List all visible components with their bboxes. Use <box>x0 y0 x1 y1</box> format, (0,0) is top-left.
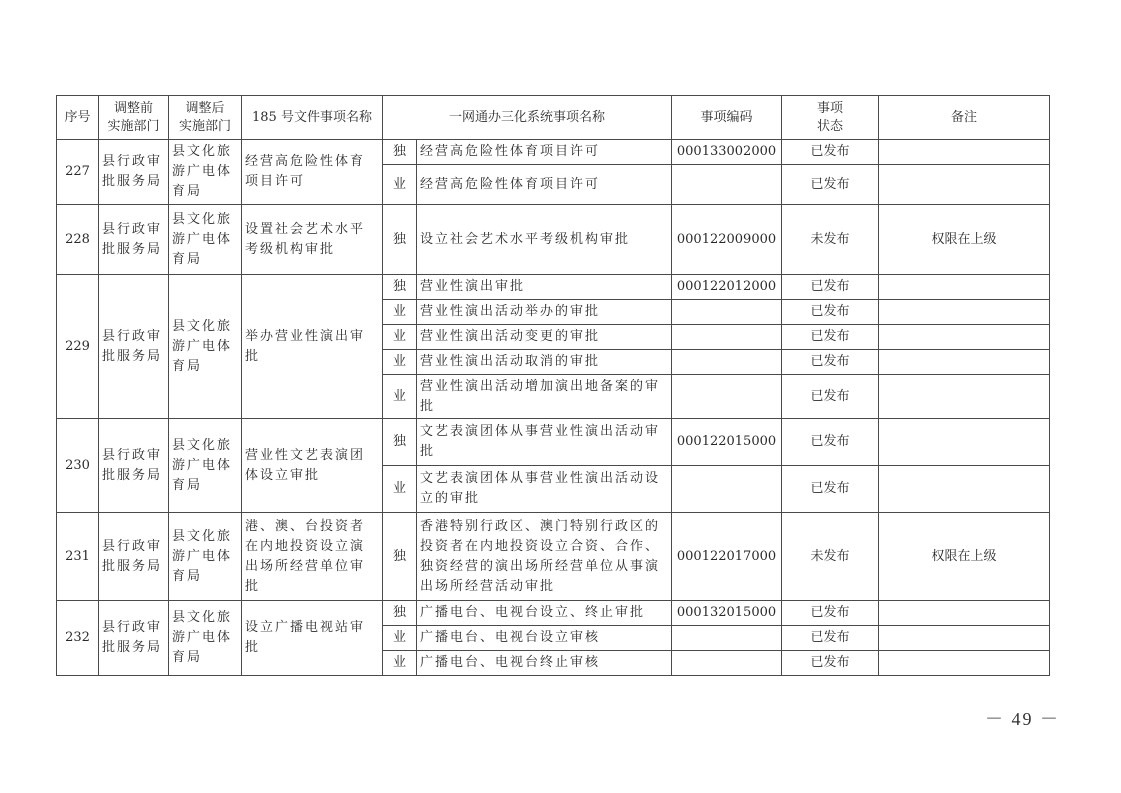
system-name-cell: 营业性演出活动增加演出地备案的审批 <box>417 375 672 419</box>
table-row <box>57 419 1050 466</box>
system-name-cell: 营业性演出活动举办的审批 <box>417 300 672 325</box>
doc185-name-cell: 设置社会艺术水平考级机构审批 <box>242 205 383 275</box>
header-before-dept: 调整前 实施部门 <box>99 96 169 140</box>
system-name-cell: 经营高危险性体育项目许可 <box>417 165 672 205</box>
status-cell: 已发布 <box>782 419 879 466</box>
type-cell: 业 <box>383 350 417 375</box>
header-seq: 序号 <box>57 96 99 140</box>
system-name-cell: 经营高危险性体育项目许可 <box>417 140 672 165</box>
status-cell: 已发布 <box>782 601 879 626</box>
system-name-cell: 营业性演出活动取消的审批 <box>417 350 672 375</box>
header-status: 事项 状态 <box>782 96 879 140</box>
seq-cell: 230 <box>57 419 99 513</box>
after-dept-cell: 县文化旅游广电体育局 <box>169 419 242 513</box>
table-row <box>57 140 1050 165</box>
type-cell: 独 <box>383 275 417 300</box>
header-after-dept: 调整后 实施部门 <box>169 96 242 140</box>
code-cell: 000122017000 <box>672 513 782 601</box>
code-cell <box>672 300 782 325</box>
status-cell: 已发布 <box>782 140 879 165</box>
before-dept-cell: 县行政审批服务局 <box>99 419 169 513</box>
table-row <box>57 205 1050 275</box>
system-name-cell: 文艺表演团体从事营业性演出活动设立的审批 <box>417 466 672 513</box>
type-cell: 业 <box>383 466 417 513</box>
status-cell: 已发布 <box>782 350 879 375</box>
after-dept-cell: 县文化旅游广电体育局 <box>169 275 242 419</box>
seq-cell: 231 <box>57 513 99 601</box>
header-code: 事项编码 <box>672 96 782 140</box>
doc185-name-cell: 设立广播电视站审批 <box>242 601 383 676</box>
after-dept-cell: 县文化旅游广电体育局 <box>169 205 242 275</box>
remark-cell <box>879 300 1050 325</box>
status-cell: 已发布 <box>782 275 879 300</box>
system-name-cell: 文艺表演团体从事营业性演出活动审批 <box>417 419 672 466</box>
type-cell: 独 <box>383 601 417 626</box>
code-cell: 000133002000 <box>672 140 782 165</box>
type-cell: 独 <box>383 419 417 466</box>
code-cell: 000122012000 <box>672 275 782 300</box>
code-cell <box>672 466 782 513</box>
remark-cell <box>879 419 1050 466</box>
table-row <box>57 513 1050 601</box>
system-name-cell: 营业性演出活动变更的审批 <box>417 325 672 350</box>
status-cell: 已发布 <box>782 300 879 325</box>
before-dept-cell: 县行政审批服务局 <box>99 601 169 676</box>
type-cell: 业 <box>383 626 417 651</box>
type-cell: 业 <box>383 375 417 419</box>
code-cell <box>672 165 782 205</box>
status-cell: 已发布 <box>782 375 879 419</box>
seq-cell: 228 <box>57 205 99 275</box>
table-row <box>57 275 1050 300</box>
code-cell <box>672 350 782 375</box>
status-cell: 已发布 <box>782 651 879 676</box>
header-system-name: 一网通办三化系统事项名称 <box>383 96 672 140</box>
code-cell <box>672 626 782 651</box>
header-remark: 备注 <box>879 96 1050 140</box>
type-cell: 业 <box>383 651 417 676</box>
before-dept-cell: 县行政审批服务局 <box>99 513 169 601</box>
status-cell: 已发布 <box>782 466 879 513</box>
remark-cell <box>879 626 1050 651</box>
remark-cell <box>879 350 1050 375</box>
remark-cell <box>879 275 1050 300</box>
remark-cell <box>879 165 1050 205</box>
status-cell: 已发布 <box>782 325 879 350</box>
remark-cell <box>879 466 1050 513</box>
code-cell: 000132015000 <box>672 601 782 626</box>
type-cell: 业 <box>383 325 417 350</box>
seq-cell: 227 <box>57 140 99 205</box>
system-name-cell: 广播电台、电视台设立审核 <box>417 626 672 651</box>
system-name-cell: 广播电台、电视台终止审核 <box>417 651 672 676</box>
doc185-name-cell: 举办营业性演出审批 <box>242 275 383 419</box>
after-dept-cell: 县文化旅游广电体育局 <box>169 601 242 676</box>
header-row <box>57 96 1050 140</box>
type-cell: 独 <box>383 140 417 165</box>
code-cell <box>672 325 782 350</box>
code-cell: 000122015000 <box>672 419 782 466</box>
remark-cell <box>879 375 1050 419</box>
status-cell: 已发布 <box>782 626 879 651</box>
remark-cell: 权限在上级 <box>879 513 1050 601</box>
remark-cell: 权限在上级 <box>879 205 1050 275</box>
after-dept-cell: 县文化旅游广电体育局 <box>169 513 242 601</box>
before-dept-cell: 县行政审批服务局 <box>99 275 169 419</box>
code-cell: 000122009000 <box>672 205 782 275</box>
before-dept-cell: 县行政审批服务局 <box>99 205 169 275</box>
seq-cell: 229 <box>57 275 99 419</box>
type-cell: 独 <box>383 205 417 275</box>
seq-cell: 232 <box>57 601 99 676</box>
system-name-cell: 设立社会艺术水平考级机构审批 <box>417 205 672 275</box>
status-cell: 未发布 <box>782 513 879 601</box>
type-cell: 业 <box>383 300 417 325</box>
remark-cell <box>879 601 1050 626</box>
doc185-name-cell: 经营高危险性体育项目许可 <box>242 140 383 205</box>
type-cell: 业 <box>383 165 417 205</box>
doc185-name-cell: 港、澳、台投资者在内地投资设立演出场所经营单位审批 <box>242 513 383 601</box>
code-cell <box>672 651 782 676</box>
remark-cell <box>879 651 1050 676</box>
system-name-cell: 广播电台、电视台设立、终止审批 <box>417 601 672 626</box>
before-dept-cell: 县行政审批服务局 <box>99 140 169 205</box>
header-doc185-name: 185 号文件事项名称 <box>242 96 383 140</box>
status-cell: 未发布 <box>782 205 879 275</box>
page-number: － 49 － <box>985 709 1060 729</box>
remark-cell <box>879 140 1050 165</box>
remark-cell <box>879 325 1050 350</box>
system-name-cell: 香港特别行政区、澳门特别行政区的投资者在内地投资设立合资、合作、独资经营的演出场所经营单位从事演出场所经营活动审批 <box>417 513 672 601</box>
system-name-cell: 营业性演出审批 <box>417 275 672 300</box>
doc185-name-cell: 营业性文艺表演团体设立审批 <box>242 419 383 513</box>
status-cell: 已发布 <box>782 165 879 205</box>
after-dept-cell: 县文化旅游广电体育局 <box>169 140 242 205</box>
type-cell: 独 <box>383 513 417 601</box>
matters-table <box>56 95 1050 676</box>
table-row <box>57 601 1050 626</box>
code-cell <box>672 375 782 419</box>
